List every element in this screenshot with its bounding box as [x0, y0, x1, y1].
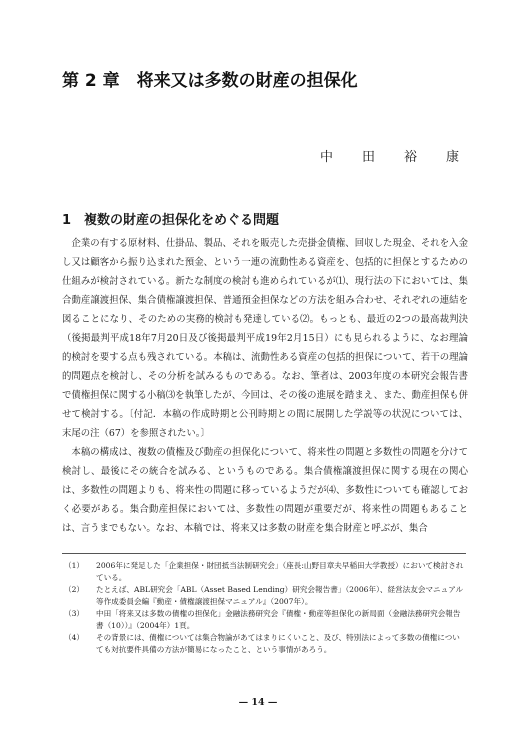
paragraph-2: 本稿の構成は、複数の債権及び動産の担保化について、将来性の問題と多数性の問題を分けて検討し、最後にその統合を試みる、というものである。集合債権譲渡担保に関する現在の関心は、多数性の問題よりも、将来性の問題に移っているようだが⑷、多数性についても確認しておく必要がある。集合動産担保においては、多数性の問題が重要だが、将来性の問題もあることは、言うまでもない。なお、本稿では、将来又は多数の財産を集合財産と呼ぶが、集合	[62, 447, 468, 534]
footnote-number: （1）	[64, 561, 85, 570]
footnote-number: （2）	[64, 585, 85, 594]
footnote-number: （4）	[64, 633, 85, 642]
footnote-3	[62, 608, 466, 632]
footnote-text: 中田「将来又は多数の債権の担保化」金融法務研究会『債権・動産等担保化の新局面（金融法務研究会報告書（10））』（2004年）1頁。	[96, 609, 461, 630]
footnote-text: その背景には、債権については集合物論があてはまりにくいこと、及び、特別法によって多数の債権についても対抗要件具備の方法が簡易になったこと、という事情があろう。	[96, 633, 460, 654]
section-heading: 1 複数の財産の担保化をめぐる問題	[62, 213, 280, 228]
footnote-4	[62, 632, 466, 656]
body-text	[62, 234, 468, 538]
footnote-1	[62, 560, 466, 584]
footnotes	[62, 560, 466, 656]
author-name: 中 田 裕 康	[319, 150, 460, 165]
footnote-number: （3）	[64, 609, 85, 618]
chapter-title: 第 2 章 将来又は多数の財産の担保化	[62, 71, 358, 91]
footnote-2	[62, 584, 466, 608]
footnote-divider	[62, 553, 466, 554]
footnote-text: 2006年に発足した「企業担保・財団抵当法制研究会」（座長:山野目章夫早稲田大学教授）において検討されている。	[96, 561, 464, 582]
paragraph-1: 企業の有する原材料、仕掛品、製品、それを販売した売掛金債権、回収した現金、それを入金し又は顧客から振り込まれた預金、という一連の流動性ある資産を、包括的に担保とするための仕組みが検討されている。新たな制度の検討も進められているが⑴、現行法の下においては、集合動産譲渡担保、集合債権譲渡担保、普通預金担保などの方法を組み合わせ、それぞれの連結を図ることになり、そのための実務的検討も発達している⑵。もっとも、最近の2つの最高裁判決（後掲最判平成18年7月20日及び後掲最判平成19年2月15日）にも見られるように、なお理論的検討を要する点も残されている。本稿は、流動性ある資産の包括的担保について、若干の理論的問題点を検討し、その分析を試みるものである。なお、筆者は、2003年度の本研究会報告書で債権担保に関する小稿⑶を執筆したが、今回は、その後の進展を踏まえ、また、動産担保も併せて検討する。〔付記．本稿の作成時期と公刊時期との間に展開した学説等の状況については、末尾の注（67）を参照されたい。〕	[62, 238, 468, 439]
page-number: — 14 —	[238, 697, 278, 708]
footnote-text: たとえば、ABL研究会「ABL（Asset Based Lending）研究会報告書」（2006年）、経営法友会マニュアル等作成委員会編『動産・債権譲渡担保マニュアル』（2007年）。	[96, 585, 464, 606]
